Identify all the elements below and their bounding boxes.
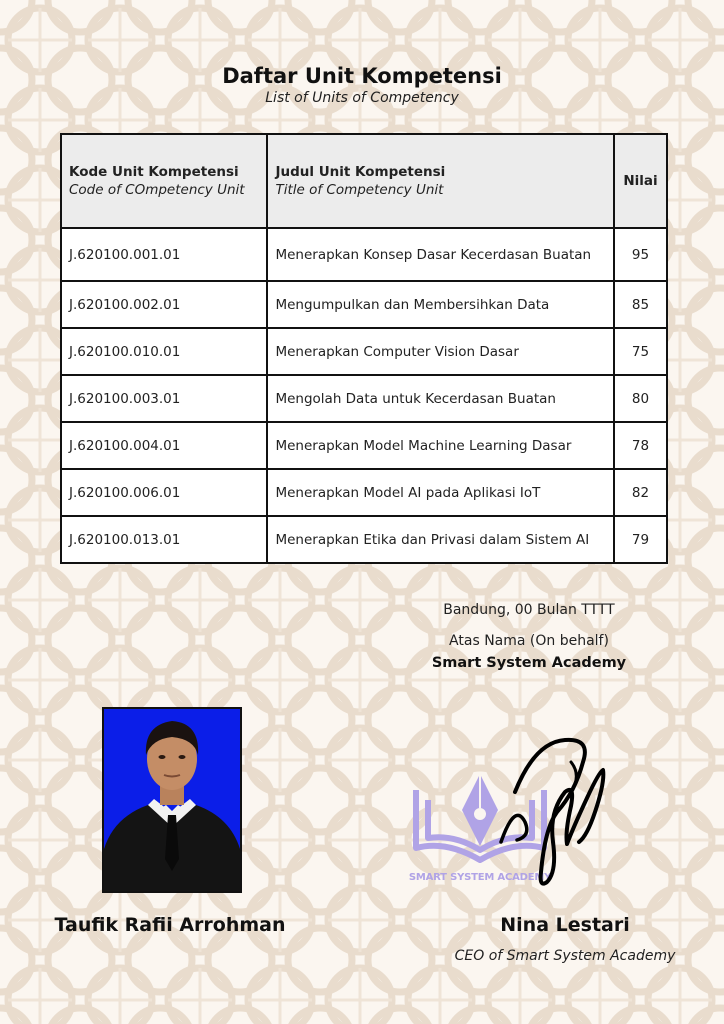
unit-title-cell: Menerapkan Etika dan Privasi dalam Sistem AI <box>267 516 614 563</box>
logo-text: SMART SYSTEM ACADEMY <box>408 872 552 883</box>
unit-score-cell: 79 <box>614 516 667 563</box>
unit-score-cell: 85 <box>614 281 667 328</box>
signatory-name: Nina Lestari <box>500 914 630 936</box>
table-row <box>61 516 667 563</box>
table-row <box>61 281 667 328</box>
unit-code-cell: J.620100.001.01 <box>61 228 267 281</box>
signatory-role: CEO of Smart System Academy <box>454 948 676 964</box>
column-header-score: Nilai <box>614 134 667 228</box>
unit-score-cell: 95 <box>614 228 667 281</box>
on-behalf-label: Atas Nama (On behalf) <box>449 633 609 649</box>
unit-code-cell: J.620100.006.01 <box>61 469 267 516</box>
place-date: Bandung, 00 Bulan TTTT <box>443 602 615 618</box>
column-header-title-sublabel: Title of Competency Unit <box>275 182 444 198</box>
unit-code-cell: J.620100.010.01 <box>61 328 267 375</box>
unit-title-cell: Mengumpulkan dan Membersihkan Data <box>267 281 614 328</box>
unit-score-cell: 80 <box>614 375 667 422</box>
participant-photo <box>102 707 242 893</box>
page-title: Daftar Unit Kompetensi <box>222 64 502 88</box>
participant-name: Taufik Rafii Arrohman <box>54 914 286 936</box>
table-row <box>61 375 667 422</box>
unit-title-cell: Menerapkan Model AI pada Aplikasi IoT <box>267 469 614 516</box>
unit-code-cell: J.620100.004.01 <box>61 422 267 469</box>
unit-code-cell: J.620100.013.01 <box>61 516 267 563</box>
unit-title-cell: Mengolah Data untuk Kecerdasan Buatan <box>267 375 614 422</box>
column-header-code-label: Kode Unit Kompetensi <box>69 164 239 180</box>
organization-name: Smart System Academy <box>431 655 627 671</box>
unit-code-cell: J.620100.002.01 <box>61 281 267 328</box>
table-row <box>61 469 667 516</box>
table-row <box>61 422 667 469</box>
column-header-title <box>267 134 614 228</box>
unit-title-cell: Menerapkan Model Machine Learning Dasar <box>267 422 614 469</box>
unit-score-cell: 78 <box>614 422 667 469</box>
table-header-row <box>61 134 667 228</box>
unit-code-cell: J.620100.003.01 <box>61 375 267 422</box>
page-subtitle: List of Units of Competency <box>265 90 459 106</box>
unit-score-cell: 82 <box>614 469 667 516</box>
table-row <box>61 228 667 281</box>
column-header-title-label: Judul Unit Kompetensi <box>275 164 446 180</box>
unit-title-cell: Menerapkan Konsep Dasar Kecerdasan Buatan <box>267 228 614 281</box>
column-header-code-sublabel: Code of COmpetency Unit <box>69 182 245 198</box>
unit-title-cell: Menerapkan Computer Vision Dasar <box>267 328 614 375</box>
competency-table <box>60 133 668 564</box>
column-header-code <box>61 134 267 228</box>
table-row <box>61 328 667 375</box>
signature-image <box>495 732 615 892</box>
unit-score-cell: 75 <box>614 328 667 375</box>
